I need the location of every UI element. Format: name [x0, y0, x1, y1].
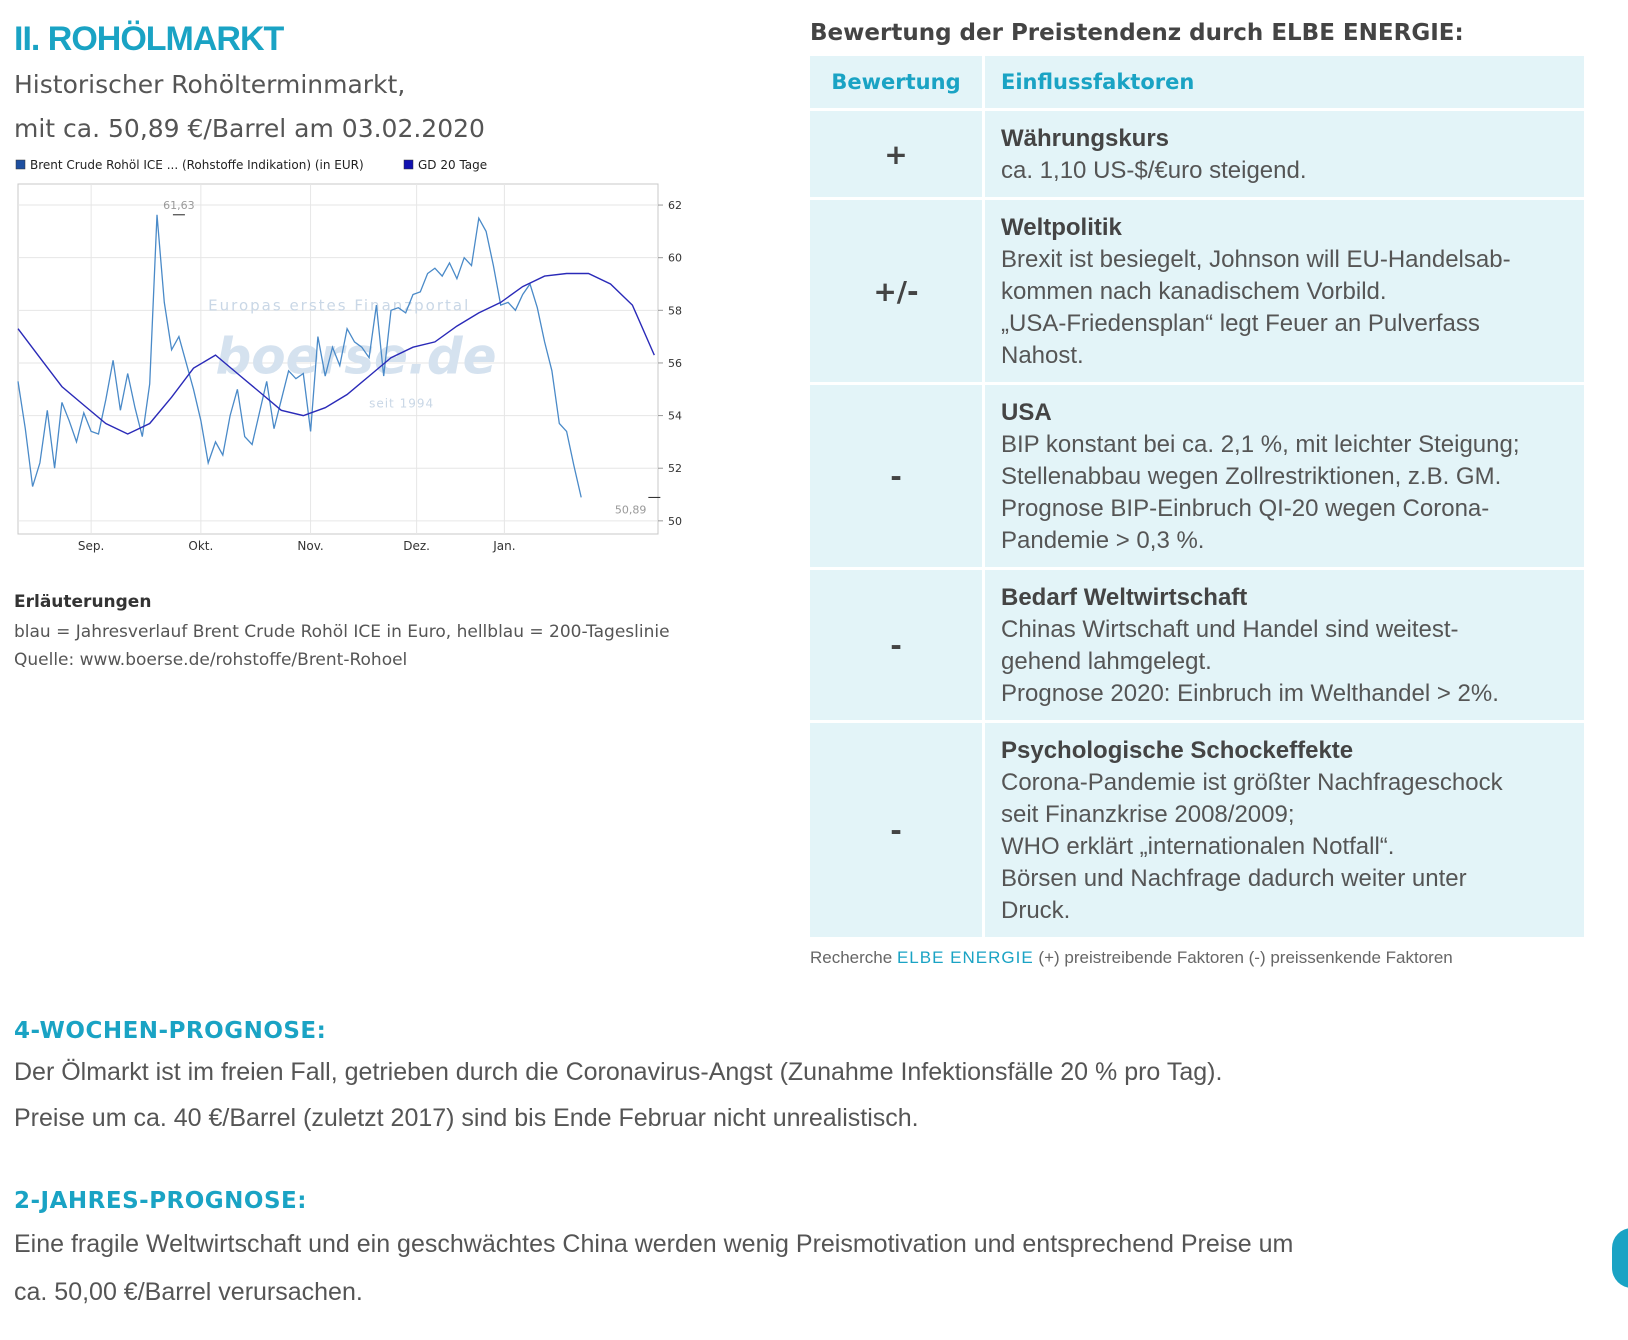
- factor-text-line: seit Finanzkrise 2008/2009;: [1001, 801, 1295, 828]
- forecast-2y-line1: Eine fragile Weltwirtschaft und ein geschwächtes China werden wenig Preismotivation und entsprechend Preise um: [14, 1230, 1294, 1258]
- brent-price-chart: [14, 158, 684, 570]
- annotation-label: 61,63: [163, 198, 195, 212]
- rating-cell: -: [810, 723, 982, 937]
- factor-text-line: Brexit ist besiegelt, Johnson will EU-Handelsab-: [1001, 246, 1511, 273]
- y-tick-label: 52: [668, 462, 682, 476]
- forecast-4w-heading: 4-WOCHEN-PROGNOSE:: [14, 1018, 327, 1044]
- watermark-tagline: Europas erstes Finanzportal: [208, 296, 471, 315]
- y-tick-label: 54: [668, 409, 682, 423]
- rating-cell: -: [810, 570, 982, 720]
- factor-title: USA: [1001, 399, 1052, 426]
- factor-text-line: Prognose BIP-Einbruch QI-20 wegen Corona-: [1001, 495, 1490, 522]
- legend-swatch: [16, 160, 25, 169]
- header-rating: Bewertung: [810, 56, 982, 108]
- watermark-logo: boerse.de: [215, 327, 497, 386]
- forecast-4w-line2: Preise um ca. 40 €/Barrel (zuletzt 2017) sind bis Ende Februar nicht unrealistisch.: [14, 1104, 919, 1132]
- legend-label: Brent Crude Rohöl ICE ... (Rohstoffe Indikation) (in EUR): [30, 158, 364, 172]
- factor-title: Währungskurs: [1001, 125, 1170, 152]
- explanation-heading: Erläuterungen: [14, 592, 152, 612]
- factor-cell: [985, 385, 1584, 567]
- factor-cell: [985, 200, 1584, 382]
- x-tick-label: Okt.: [188, 539, 214, 553]
- y-tick-label: 60: [668, 251, 682, 265]
- subtitle-line2: mit ca. 50,89 €/Barrel am 03.02.2020: [14, 114, 485, 143]
- section-title: II. ROHÖLMARKT: [14, 20, 284, 58]
- note-brand: ELBE ENERGIE: [896, 948, 1034, 967]
- factor-text-line: Corona-Pandemie ist größter Nachfrageschock: [1001, 769, 1503, 796]
- watermark-since: seit 1994: [369, 396, 435, 411]
- rating-cell: -: [810, 385, 982, 567]
- x-tick-label: Sep.: [77, 539, 105, 553]
- page-marker-circle: [1612, 1228, 1628, 1288]
- forecast-2y-line2: ca. 50,00 €/Barrel verursachen.: [14, 1278, 363, 1306]
- x-tick-label: Jan.: [493, 539, 516, 553]
- rating-cell: +/-: [810, 200, 982, 382]
- chart-legend: [16, 158, 487, 172]
- subtitle-line1: Historischer Rohölterminmarkt,: [14, 70, 406, 99]
- y-tick-label: 50: [668, 514, 682, 528]
- factor-text-line: Börsen und Nachfrage dadurch weiter unter: [1001, 865, 1467, 892]
- table-row: [810, 111, 1584, 197]
- y-tick-label: 58: [668, 304, 682, 318]
- legend-label: GD 20 Tage: [418, 158, 488, 172]
- factor-cell: [985, 570, 1584, 720]
- factor-text-line: ca. 1,10 US-$/€uro steigend.: [1001, 157, 1307, 184]
- factor-text-line: gehend lahmgelegt.: [1001, 648, 1212, 675]
- factor-text-line: „USA-Friedensplan“ legt Feuer an Pulverfass: [1001, 310, 1480, 337]
- price-tendency-table: [810, 56, 1584, 940]
- table-row: [810, 385, 1584, 567]
- table-row: [810, 570, 1584, 720]
- factor-text-line: Nahost.: [1001, 342, 1084, 369]
- factor-title: Weltpolitik: [1001, 214, 1122, 241]
- factor-text-line: WHO erklärt „internationalen Notfall“.: [1001, 833, 1395, 860]
- note-prefix: Recherche: [810, 948, 893, 967]
- factor-text-line: Pandemie > 0,3 %.: [1001, 527, 1205, 554]
- note-suffix: (+) preistreibende Faktoren (-) preissenkende Faktoren: [1038, 948, 1453, 967]
- table-header-row: [810, 56, 1584, 108]
- factor-cell: [985, 111, 1584, 197]
- factor-title: Psychologische Schockeffekte: [1001, 737, 1354, 764]
- factor-text-line: Druck.: [1001, 897, 1071, 924]
- table-note: [810, 948, 1453, 968]
- x-tick-label: Nov.: [297, 539, 324, 553]
- factor-text-line: kommen nach kanadischem Vorbild.: [1001, 278, 1387, 305]
- rating-cell: +: [810, 111, 982, 197]
- legend-swatch: [404, 160, 413, 169]
- table-row: [810, 723, 1584, 937]
- factor-title: Bedarf Weltwirtschaft: [1001, 584, 1248, 611]
- y-axis-ticks: [658, 199, 682, 528]
- x-tick-label: Dez.: [403, 539, 431, 553]
- table-row: [810, 200, 1584, 382]
- factor-text-line: Chinas Wirtschaft und Handel sind weitest-: [1001, 616, 1459, 643]
- factor-text-line: BIP konstant bei ca. 2,1 %, mit leichter Steigung;: [1001, 431, 1520, 458]
- x-axis-ticks: [78, 539, 516, 553]
- factor-cell: [985, 723, 1584, 937]
- forecast-4w-line1: Der Ölmarkt ist im freien Fall, getrieben durch die Coronavirus-Angst (Zunahme Infektionsfälle 20 % pro Tag).: [14, 1058, 1223, 1086]
- forecast-2y-heading: 2-JAHRES-PROGNOSE:: [14, 1188, 307, 1214]
- annotation-label: 50,89: [614, 503, 647, 517]
- y-tick-label: 62: [668, 199, 682, 213]
- explanation-line1: blau = Jahresverlauf Brent Crude Rohöl ICE in Euro, hellblau = 200-Tageslinie: [14, 622, 670, 642]
- table-title: Bewertung der Preistendenz durch ELBE ENERGIE:: [810, 20, 1464, 46]
- y-tick-label: 56: [668, 356, 682, 370]
- factor-text-line: Prognose 2020: Einbruch im Welthandel > 2%.: [1001, 680, 1499, 707]
- header-factors: Einflussfaktoren: [985, 56, 1584, 108]
- explanation-source: Quelle: www.boerse.de/rohstoffe/Brent-Rohoel: [14, 650, 408, 670]
- factor-text-line: Stellenabbau wegen Zollrestriktionen, z.B. GM.: [1001, 463, 1502, 490]
